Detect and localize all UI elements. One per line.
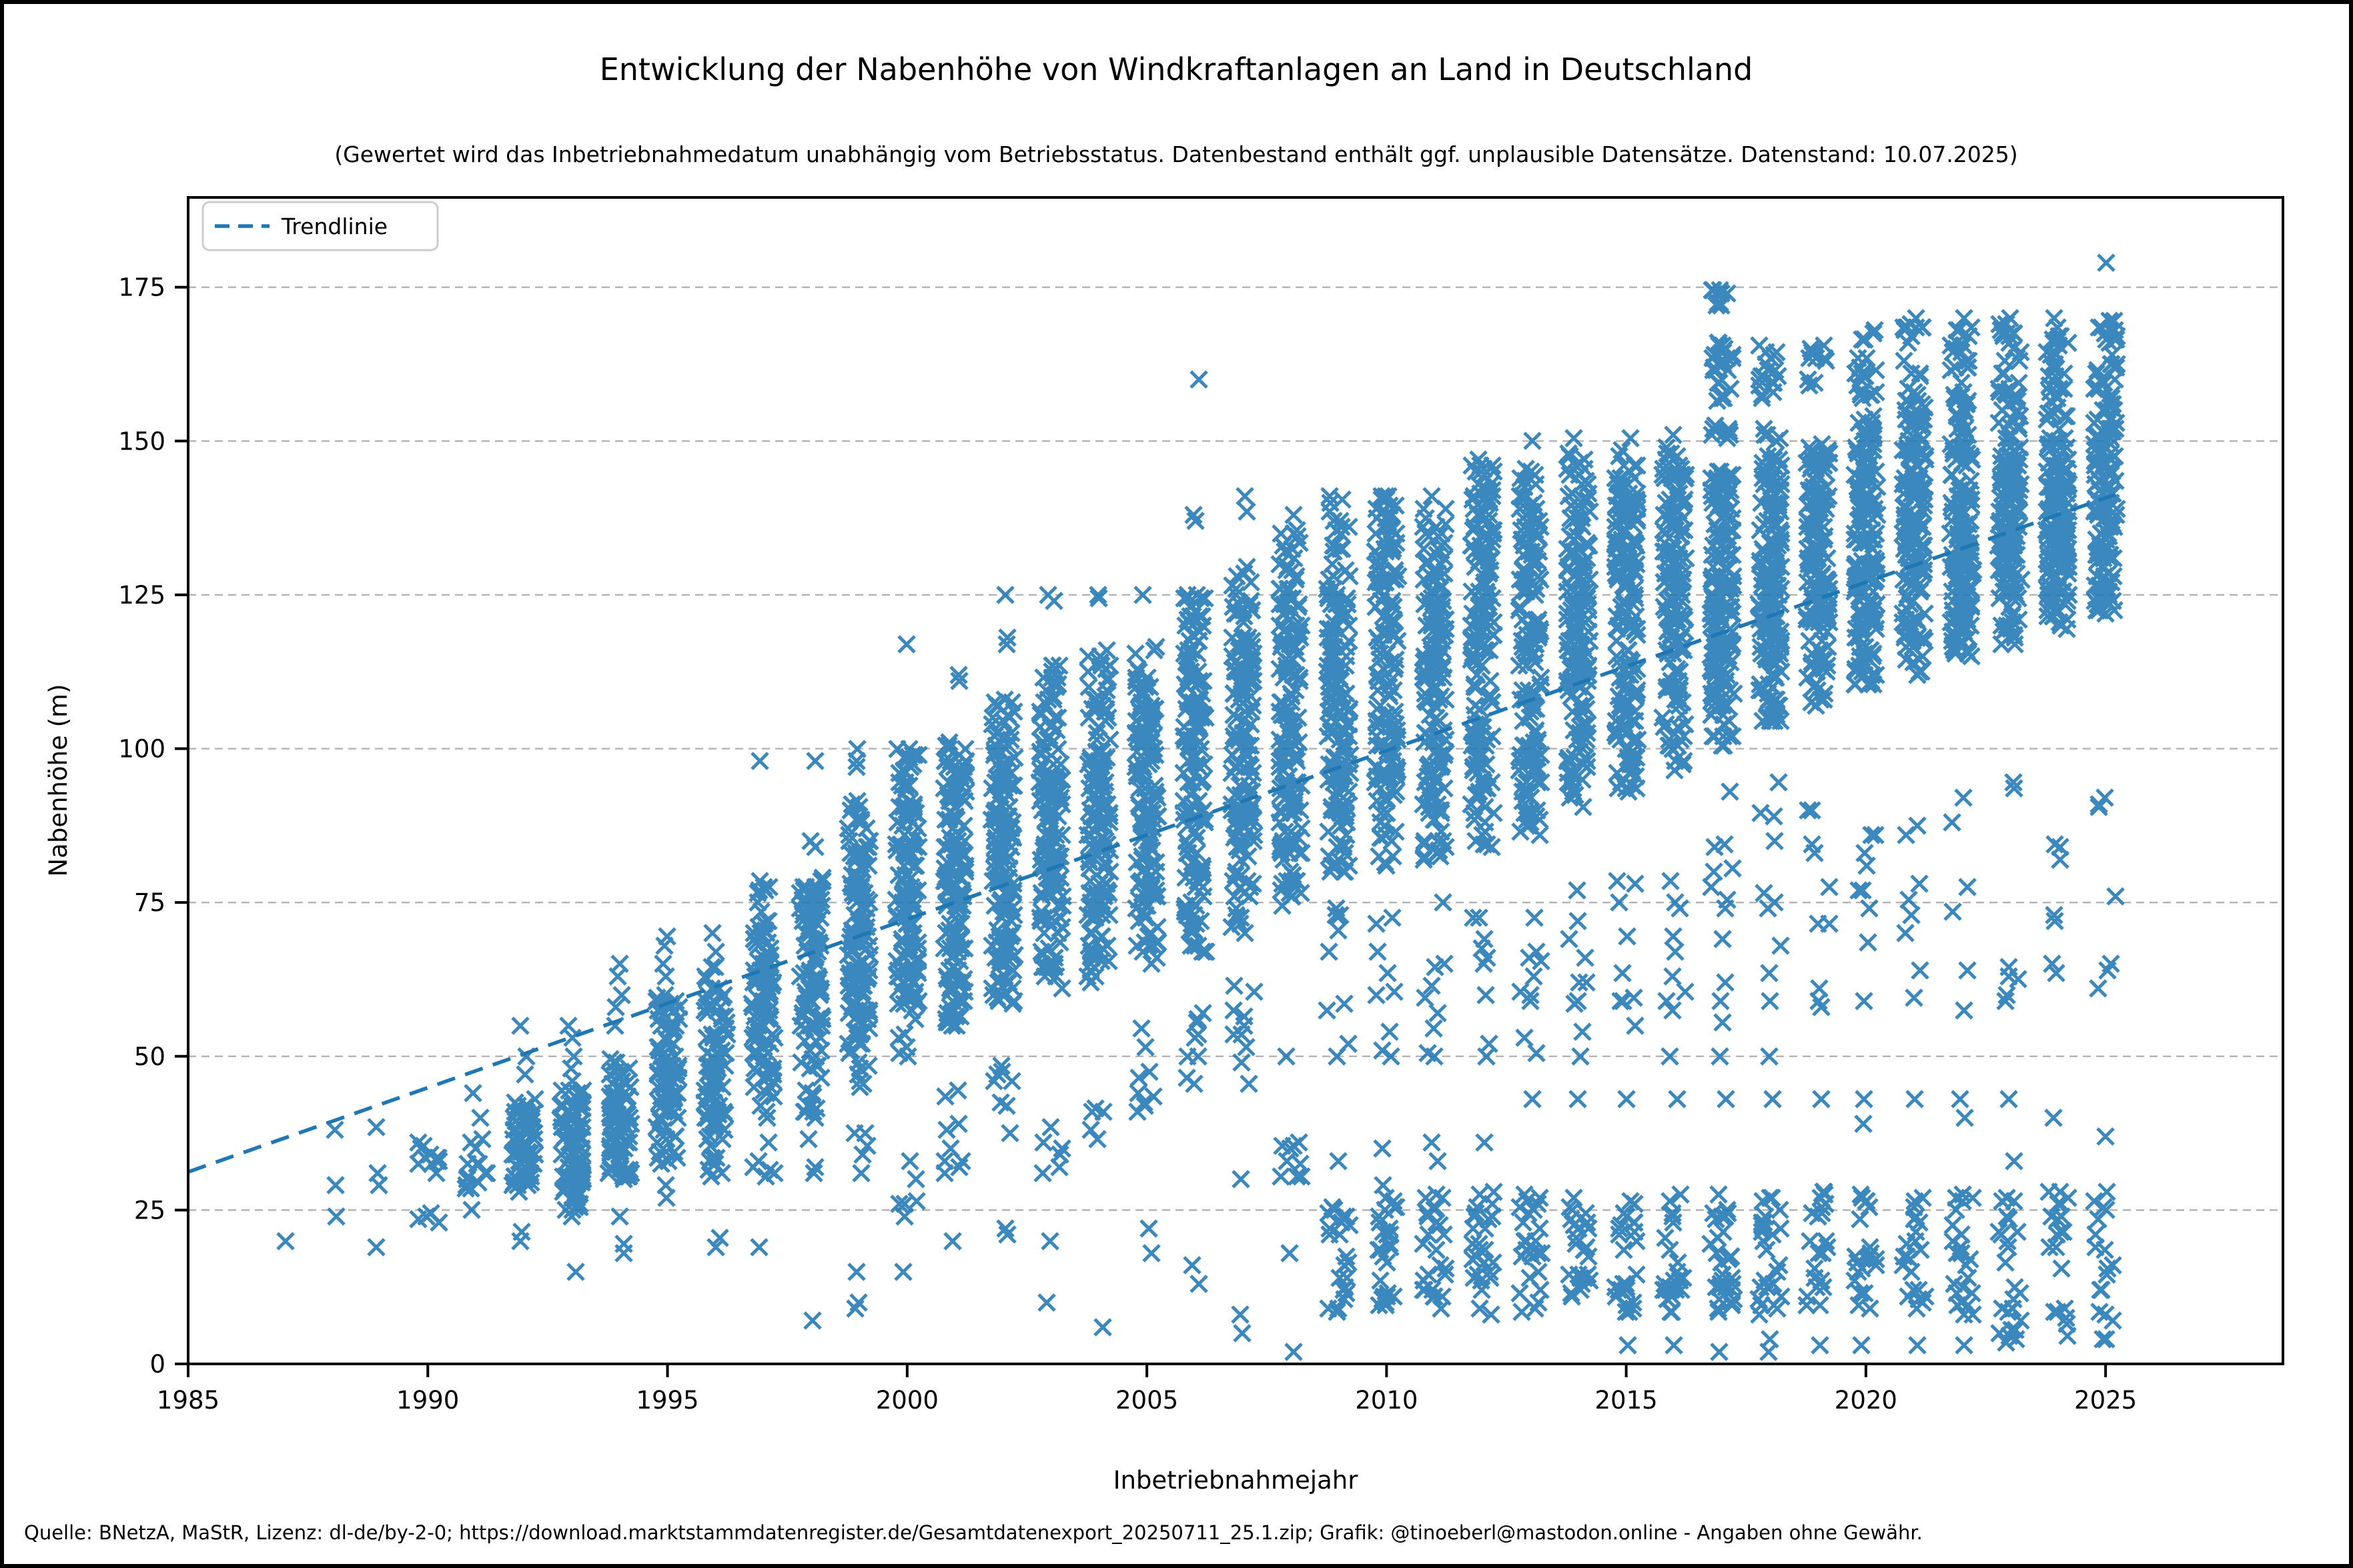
x-tick-label-2020: 2020 <box>1834 1386 1897 1415</box>
x-tick-label-2005: 2005 <box>1115 1386 1179 1415</box>
chart-title: Entwicklung der Nabenhöhe von Windkraftanlagen an Land in Deutschland <box>599 51 1753 87</box>
y-tick-label-50: 50 <box>133 1042 165 1071</box>
y-tick-label-150: 150 <box>118 427 165 456</box>
x-tick-label-1995: 1995 <box>636 1386 699 1415</box>
x-tick-label-1990: 1990 <box>396 1386 460 1415</box>
y-tick-label-125: 125 <box>118 580 165 610</box>
y-tick-label-25: 25 <box>133 1196 165 1225</box>
y-axis-label: Nabenhöhe (m) <box>44 684 73 877</box>
source-footer: Quelle: BNetzA, MaStR, Lizenz: dl-de/by-2-0; https://download.marktstammdatenregister.de/Gesamtdatenexport_20250711_25.1.zip; Grafik: @tinoeberl@mastodon.online - Angaben ohne Gewähr. <box>24 1521 1923 1544</box>
y-tick-label-75: 75 <box>133 888 165 918</box>
x-tick-label-1985: 1985 <box>156 1386 220 1415</box>
x-tick-label-2015: 2015 <box>1594 1386 1658 1415</box>
x-tick-label-2010: 2010 <box>1355 1386 1418 1415</box>
x-axis-label: Inbetriebnahmejahr <box>1113 1466 1358 1495</box>
x-tick-label-2025: 2025 <box>2074 1386 2138 1415</box>
chart-subtitle: (Gewertet wird das Inbetriebnahmedatum unabhängig vom Betriebsstatus. Datenbestand enthält ggf. unplausible Datensätze. Datenstand: 10.07.2025) <box>334 141 2018 167</box>
y-tick-label-175: 175 <box>118 273 165 302</box>
y-tick-label-100: 100 <box>118 734 165 764</box>
legend-label: Trendlinie <box>282 213 388 239</box>
x-tick-label-2000: 2000 <box>875 1386 939 1415</box>
legend <box>203 202 438 250</box>
y-tick-label-0: 0 <box>149 1350 165 1379</box>
